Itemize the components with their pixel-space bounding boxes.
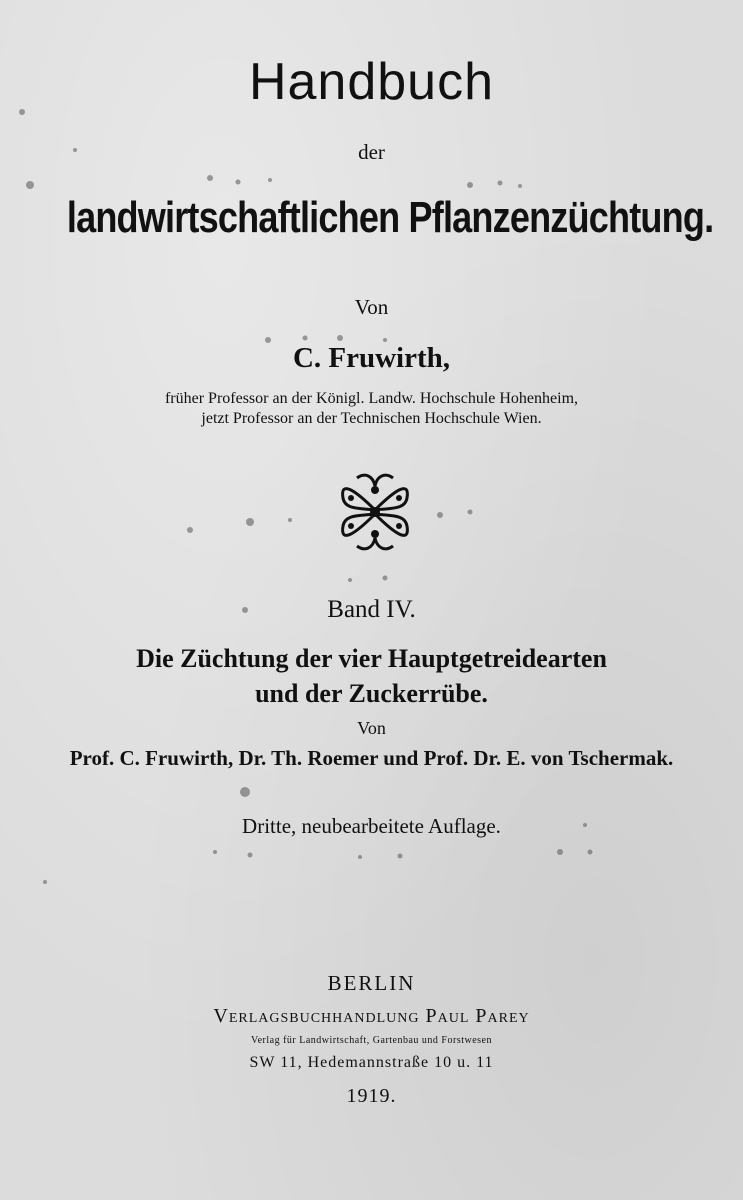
imprint-publisher: Verlagsbuchhandlung Paul Parey: [213, 1005, 530, 1027]
imprint-address: SW 11, Hedemannstraße 10 u. 11: [249, 1054, 494, 1071]
edition-note: Dritte, neubearbeitete Auflage.: [242, 814, 501, 838]
author-von: Von: [354, 295, 389, 319]
title-connector: der: [358, 140, 385, 164]
author-affiliation-former: früher Professor an der Königl. Landw. Hochschule Hohenheim,: [164, 390, 579, 407]
printer-fleuron-ornament-icon: [335, 470, 415, 554]
volume-von: Von: [357, 718, 386, 738]
imprint-publisher-note: Verlag für Landwirtschaft, Gartenbau und Forstwesen: [251, 1035, 492, 1046]
author-affiliation-current: jetzt Professor an der Technischen Hochschule Wien.: [201, 410, 542, 427]
volume-title-line-2: und der Zuckerrübe.: [255, 679, 488, 708]
volume-authors: Prof. C. Fruwirth, Dr. Th. Roemer und Prof. Dr. E. von Tschermak.: [69, 746, 674, 770]
volume-title-line-1: Die Züchtung der vier Hauptgetreidearten: [136, 644, 607, 673]
imprint-year: 1919.: [346, 1085, 397, 1107]
volume-number: Band IV.: [327, 596, 416, 623]
book-title: Handbuch: [248, 53, 495, 111]
author-name: C. Fruwirth,: [292, 342, 451, 374]
book-subtitle: landwirtschaftlichen Pflanzenzüchtung.: [66, 193, 714, 242]
imprint-city: BERLIN: [327, 971, 416, 995]
